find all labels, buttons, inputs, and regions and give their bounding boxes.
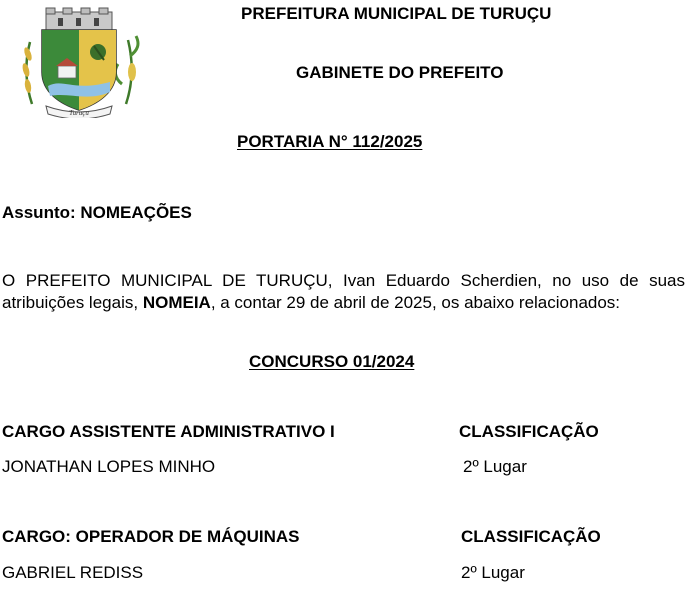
nominee-name: JONATHAN LOPES MINHO — [2, 457, 216, 476]
body-text-start: O PREFEITO MUNICIPAL DE TURUÇU, Ivan Eduardo Scherdien, no uso de suas atribuições legais, — [2, 271, 685, 312]
concurso-heading: CONCURSO 01/2024 — [249, 352, 415, 371]
body-paragraph — [2, 270, 685, 314]
classification-label: CLASSIFICAÇÃO — [459, 422, 599, 441]
office-title: GABINETE DO PREFEITO — [296, 63, 504, 82]
subject-line: Assunto: NOMEAÇÕES — [2, 203, 192, 222]
crest-banner-text: Turuçu — [69, 109, 89, 117]
cargo-title: CARGO ASSISTENTE ADMINISTRATIVO I — [2, 422, 335, 441]
classification-label: CLASSIFICAÇÃO — [461, 527, 601, 546]
municipal-coat-of-arms — [18, 6, 140, 118]
portaria-number: PORTARIA N° 112/2025 — [237, 132, 423, 151]
corn-plant-icon — [115, 36, 138, 104]
municipality-title: PREFEITURA MUNICIPAL DE TURUÇU — [241, 4, 552, 23]
body-text-bold: NOMEIA — [142, 293, 211, 312]
mural-crown-icon — [46, 8, 112, 30]
nominee-placement: 2º Lugar — [461, 563, 525, 582]
wheat-branch-icon — [21, 42, 33, 104]
cargo-title: CARGO: OPERADOR DE MÁQUINAS — [2, 527, 300, 546]
body-text-end: , a contar 29 de abril de 2025, os abaixo relacionados: — [210, 293, 621, 312]
nominee-name: GABRIEL REDISS — [2, 563, 144, 582]
nominee-placement: 2º Lugar — [463, 457, 527, 476]
